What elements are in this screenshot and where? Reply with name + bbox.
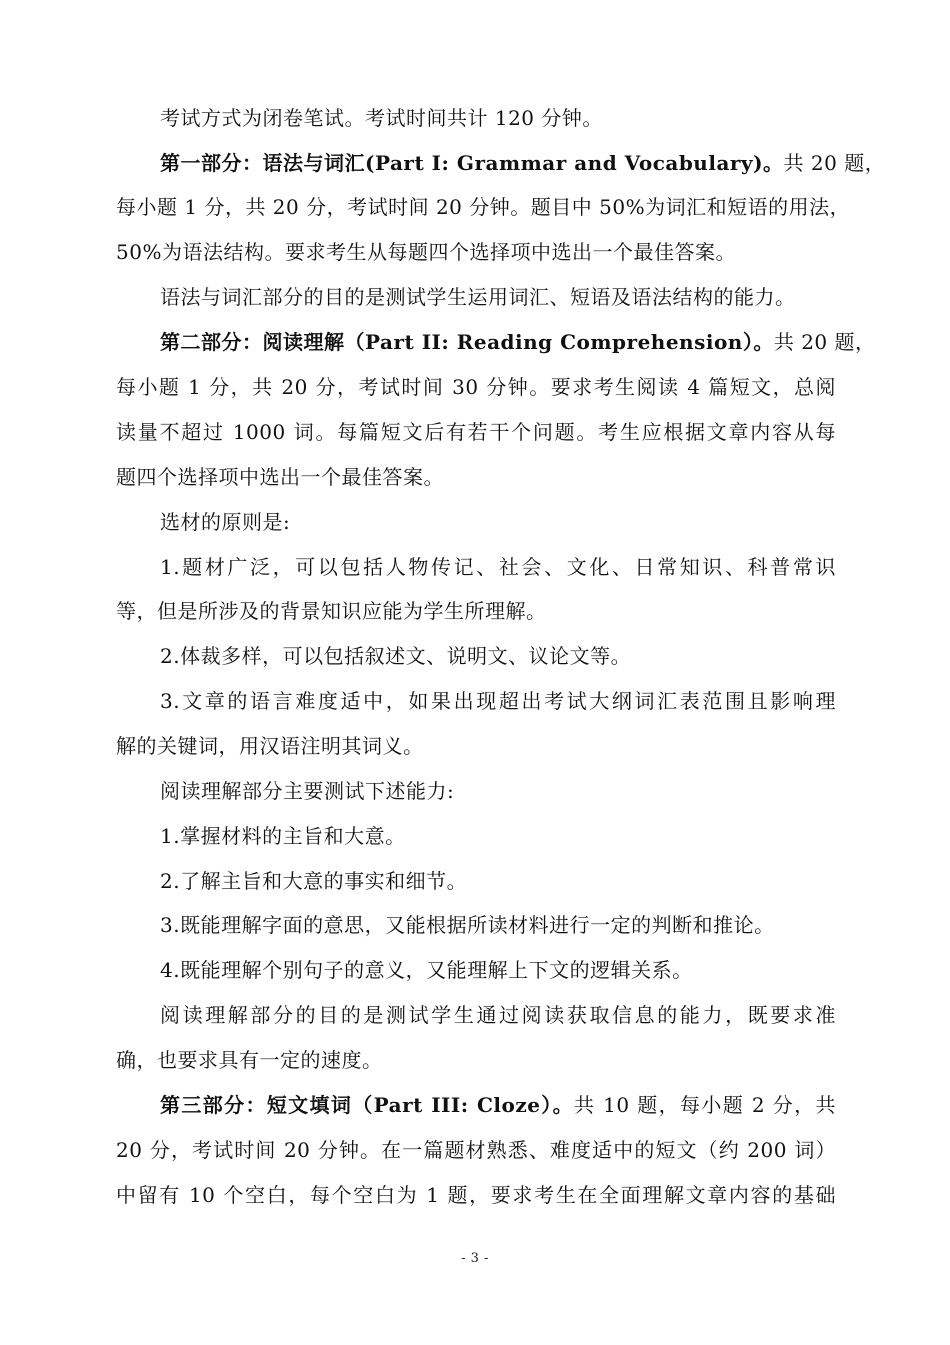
paragraph-reading-purpose: 阅读理解部分的目的是测试学生通过阅读获取信息的能力，既要求准	[160, 1003, 836, 1027]
page-number: - 3 -	[461, 1251, 489, 1266]
paragraph-line: 读量不超过 1000 词。每篇短文后有若干个问题。考生应根据文章内容从每	[116, 420, 836, 444]
list-item-continued: 等，但是所涉及的背景知识应能为学生所理解。	[116, 599, 547, 623]
list-item: 4.既能理解个别句子的意义，又能理解上下文的逻辑关系。	[160, 958, 693, 982]
list-item-continued: 解的关键词，用汉语注明其词义。	[116, 734, 424, 758]
section-1-heading: 第一部分：语法与词汇(Part I: Grammar and Vocabulary)。	[160, 151, 784, 175]
section-3-first-line: 第三部分：短文填词（Part III: Cloze）。共 10 题，每小题 2 分，共	[160, 1093, 836, 1117]
list-item: 2.了解主旨和大意的事实和细节。	[160, 869, 468, 893]
paragraph-line: 中留有 10 个空白，每个空白为 1 题，要求考生在全面理解文章内容的基础	[116, 1183, 836, 1207]
paragraph-line: 每小题 1 分，共 20 分，考试时间 20 分钟。题目中 50%为词汇和短语的用法，	[116, 195, 851, 219]
paragraph-line: 确，也要求具有一定的速度。	[116, 1048, 383, 1072]
section-1-first-line: 第一部分：语法与词汇(Part I: Grammar and Vocabulary)。共 20 题，	[160, 151, 886, 175]
paragraph-line: 每小题 1 分，共 20 分，考试时间 30 分钟。要求考生阅读 4 篇短文，总阅	[116, 375, 836, 399]
paragraph-line: 题四个选择项中选出一个最佳答案。	[116, 465, 444, 489]
paragraph-exam-format: 考试方式为闭卷笔试。考试时间共计 120 分钟。	[160, 106, 603, 130]
list-item: 1.题材广泛，可以包括人物传记、社会、文化、日常知识、科普常识	[160, 555, 836, 579]
list-item: 3.文章的语言难度适中，如果出现超出考试大纲词汇表范围且影响理	[160, 689, 836, 713]
paragraph-grammar-purpose: 语法与词汇部分的目的是测试学生运用词汇、短语及语法结构的能力。	[160, 285, 796, 309]
section-2-first-line: 第二部分：阅读理解（Part II: Reading Comprehension）。共 20 题，	[160, 330, 876, 354]
paragraph-line: 20 分，考试时间 20 分钟。在一篇题材熟悉、难度适中的短文（约 200 词）	[116, 1138, 836, 1162]
paragraph-reading-abilities: 阅读理解部分主要测试下述能力:	[160, 779, 455, 803]
list-item: 2.体裁多样，可以包括叙述文、说明文、议论文等。	[160, 644, 632, 668]
paragraph-selection-principles: 选材的原则是:	[160, 510, 291, 534]
section-3-heading: 第三部分：短文填词（Part III: Cloze）。	[160, 1093, 575, 1117]
paragraph-line: 50%为语法结构。要求考生从每题四个选择项中选出一个最佳答案。	[116, 240, 736, 264]
section-2-heading: 第二部分：阅读理解（Part II: Reading Comprehension）。	[160, 330, 774, 354]
list-item: 1.掌握材料的主旨和大意。	[160, 824, 406, 848]
list-item: 3.既能理解字面的意思，又能根据所读材料进行一定的判断和推论。	[160, 913, 775, 937]
